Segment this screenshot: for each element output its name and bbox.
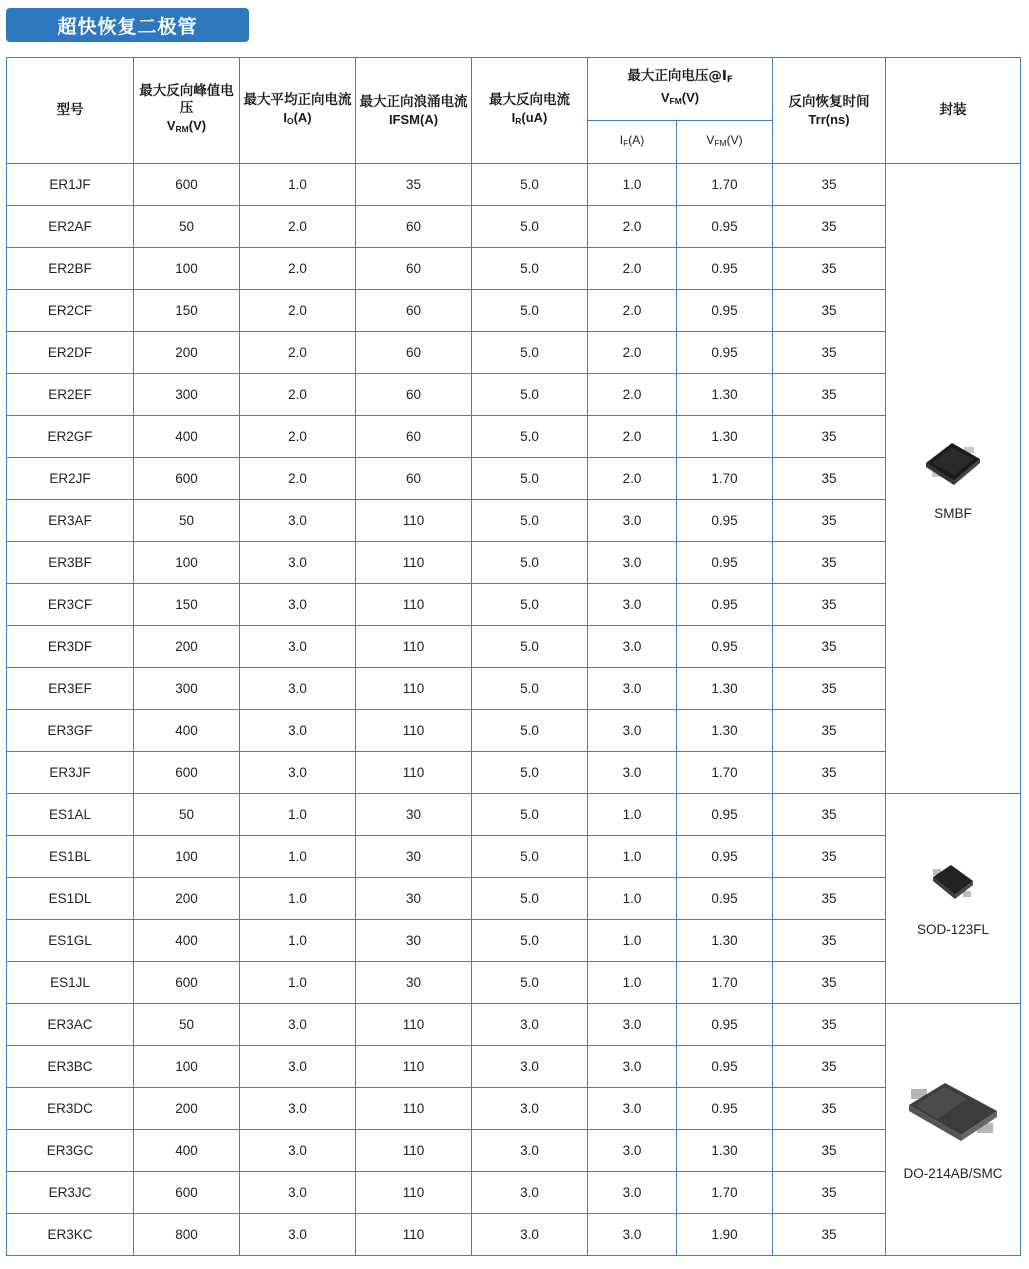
package-label: SOD-123FL — [916, 921, 990, 937]
cell-vfm: 1.70 — [677, 962, 773, 1004]
cell-io: 3.0 — [240, 1214, 356, 1256]
cell-ir: 3.0 — [472, 1004, 588, 1046]
cell-trr: 35 — [773, 248, 886, 290]
cell-ifsm: 60 — [356, 290, 472, 332]
cell-vfm: 1.30 — [677, 374, 773, 416]
cell-model: ES1GL — [7, 920, 134, 962]
package-cell — [886, 1004, 1021, 1256]
header-vfm-label: 最大正向电压$@I_F$ — [627, 68, 733, 85]
cell-vfm: 0.95 — [677, 584, 773, 626]
cell-ir: 5.0 — [472, 836, 588, 878]
cell-if: 2.0 — [588, 290, 677, 332]
table-row — [7, 458, 1021, 500]
cell-model: ES1DL — [7, 878, 134, 920]
cell-io: 3.0 — [240, 500, 356, 542]
table-row — [7, 248, 1021, 290]
cell-ifsm: 110 — [356, 1130, 472, 1172]
cell-vrm: 200 — [134, 1088, 240, 1130]
cell-vfm: 0.95 — [677, 290, 773, 332]
cell-ir: 5.0 — [472, 710, 588, 752]
table-row — [7, 416, 1021, 458]
cell-model: ER2JF — [7, 458, 134, 500]
cell-ir: 3.0 — [472, 1130, 588, 1172]
table-row — [7, 164, 1021, 206]
header-ifsm-label: 最大正向浪涌电流 — [359, 93, 468, 110]
cell-io: 1.0 — [240, 920, 356, 962]
table-row — [7, 1088, 1021, 1130]
cell-if: 3.0 — [588, 1004, 677, 1046]
cell-if: 3.0 — [588, 1046, 677, 1088]
cell-if: 3.0 — [588, 752, 677, 794]
header-package: 封装 — [886, 58, 1021, 164]
cell-vrm: 400 — [134, 1130, 240, 1172]
cell-ir: 5.0 — [472, 500, 588, 542]
cell-vrm: 50 — [134, 500, 240, 542]
header-vfm-value: $V_{FM}(V)$ — [677, 121, 773, 164]
cell-ir: 5.0 — [472, 794, 588, 836]
table-row — [7, 752, 1021, 794]
cell-ifsm: 60 — [356, 332, 472, 374]
cell-io: 2.0 — [240, 374, 356, 416]
cell-io: 3.0 — [240, 1172, 356, 1214]
cell-io: 3.0 — [240, 584, 356, 626]
cell-vfm: 0.95 — [677, 332, 773, 374]
cell-model: ER2DF — [7, 332, 134, 374]
cell-trr: 35 — [773, 542, 886, 584]
cell-ir: 5.0 — [472, 332, 588, 374]
cell-if: 3.0 — [588, 1172, 677, 1214]
table-header — [7, 58, 1021, 164]
table-row — [7, 1172, 1021, 1214]
cell-io: 3.0 — [240, 668, 356, 710]
table-row — [7, 1004, 1021, 1046]
cell-ifsm: 60 — [356, 206, 472, 248]
table-row — [7, 1214, 1021, 1256]
cell-model: ER1JF — [7, 164, 134, 206]
cell-model: ER3AF — [7, 500, 134, 542]
cell-ir: 5.0 — [472, 878, 588, 920]
cell-model: ER2BF — [7, 248, 134, 290]
cell-trr: 35 — [773, 710, 886, 752]
cell-ir: 5.0 — [472, 206, 588, 248]
cell-vfm: 0.95 — [677, 248, 773, 290]
cell-vrm: 100 — [134, 1046, 240, 1088]
cell-io: 3.0 — [240, 1130, 356, 1172]
cell-trr: 35 — [773, 332, 886, 374]
cell-ifsm: 110 — [356, 1004, 472, 1046]
cell-ifsm: 30 — [356, 920, 472, 962]
header-io — [240, 58, 356, 164]
cell-vrm: 300 — [134, 374, 240, 416]
cell-model: ER3JF — [7, 752, 134, 794]
cell-ifsm: 60 — [356, 374, 472, 416]
cell-vfm: 0.95 — [677, 206, 773, 248]
cell-vfm: 1.30 — [677, 1130, 773, 1172]
table-row — [7, 836, 1021, 878]
cell-model: ER2AF — [7, 206, 134, 248]
cell-model: ER3DF — [7, 626, 134, 668]
cell-model: ER3CF — [7, 584, 134, 626]
cell-model: ER3KC — [7, 1214, 134, 1256]
header-model: 型号 — [7, 58, 134, 164]
table-row — [7, 374, 1021, 416]
header-trr — [773, 58, 886, 164]
cell-vfm: 0.95 — [677, 1088, 773, 1130]
cell-ifsm: 110 — [356, 668, 472, 710]
cell-vfm: 0.95 — [677, 836, 773, 878]
cell-ir: 5.0 — [472, 374, 588, 416]
cell-ifsm: 30 — [356, 962, 472, 1004]
cell-ifsm: 35 — [356, 164, 472, 206]
cell-trr: 35 — [773, 668, 886, 710]
cell-io: 2.0 — [240, 290, 356, 332]
cell-io: 3.0 — [240, 1046, 356, 1088]
cell-if: 3.0 — [588, 710, 677, 752]
cell-vfm: 1.70 — [677, 752, 773, 794]
cell-ir: 5.0 — [472, 668, 588, 710]
header-ifsm-symbol: IFSM(A) — [388, 111, 439, 127]
cell-vrm: 400 — [134, 920, 240, 962]
cell-ir: 5.0 — [472, 752, 588, 794]
cell-io: 3.0 — [240, 710, 356, 752]
cell-ir: 3.0 — [472, 1046, 588, 1088]
smbf-package-icon — [922, 437, 984, 492]
cell-ifsm: 110 — [356, 584, 472, 626]
cell-if: 2.0 — [588, 458, 677, 500]
cell-ir: 3.0 — [472, 1088, 588, 1130]
cell-if: 1.0 — [588, 962, 677, 1004]
cell-model: ES1BL — [7, 836, 134, 878]
cell-vrm: 150 — [134, 290, 240, 332]
cell-ifsm: 30 — [356, 836, 472, 878]
header-vfm-symbol: $V_{FM}(V)$ — [660, 90, 700, 106]
cell-ifsm: 110 — [356, 1172, 472, 1214]
cell-model: ER3AC — [7, 1004, 134, 1046]
cell-if: 1.0 — [588, 794, 677, 836]
cell-ifsm: 110 — [356, 542, 472, 584]
cell-vrm: 50 — [134, 794, 240, 836]
cell-vrm: 150 — [134, 584, 240, 626]
table-row — [7, 1130, 1021, 1172]
table-body — [7, 164, 1021, 1256]
table-row — [7, 668, 1021, 710]
cell-ifsm: 110 — [356, 500, 472, 542]
cell-io: 3.0 — [240, 752, 356, 794]
cell-vrm: 100 — [134, 542, 240, 584]
cell-trr: 35 — [773, 164, 886, 206]
cell-trr: 35 — [773, 290, 886, 332]
cell-trr: 35 — [773, 206, 886, 248]
section-title: 超快恢复二极管 — [6, 8, 249, 42]
package-label: SMBF — [934, 505, 972, 521]
header-ir-label: 最大反向电流 — [489, 91, 570, 108]
cell-ifsm: 60 — [356, 416, 472, 458]
cell-trr: 35 — [773, 500, 886, 542]
cell-vrm: 600 — [134, 962, 240, 1004]
cell-model: ES1AL — [7, 794, 134, 836]
cell-trr: 35 — [773, 626, 886, 668]
cell-model: ER3JC — [7, 1172, 134, 1214]
cell-vrm: 300 — [134, 668, 240, 710]
cell-vrm: 600 — [134, 164, 240, 206]
header-trr-label: 反向恢复时间 — [788, 93, 870, 110]
cell-if: 3.0 — [588, 668, 677, 710]
cell-vfm: 1.30 — [677, 710, 773, 752]
cell-vfm: 0.95 — [677, 500, 773, 542]
cell-trr: 35 — [773, 962, 886, 1004]
table-row — [7, 584, 1021, 626]
cell-if: 2.0 — [588, 374, 677, 416]
cell-ifsm: 110 — [356, 710, 472, 752]
cell-ir: 5.0 — [472, 962, 588, 1004]
header-ir-symbol: $I_R(uA)$ — [511, 109, 548, 126]
cell-io: 3.0 — [240, 542, 356, 584]
table-row — [7, 962, 1021, 1004]
cell-if: 3.0 — [588, 542, 677, 584]
cell-model: ER2CF — [7, 290, 134, 332]
cell-trr: 35 — [773, 920, 886, 962]
cell-trr: 35 — [773, 374, 886, 416]
cell-vfm: 0.95 — [677, 542, 773, 584]
cell-model: ER3GF — [7, 710, 134, 752]
cell-io: 3.0 — [240, 1004, 356, 1046]
table-row — [7, 500, 1021, 542]
cell-if: 2.0 — [588, 248, 677, 290]
table-row — [7, 332, 1021, 374]
cell-trr: 35 — [773, 416, 886, 458]
cell-model: ER3GC — [7, 1130, 134, 1172]
cell-ifsm: 30 — [356, 878, 472, 920]
cell-vrm: 200 — [134, 878, 240, 920]
cell-io: 1.0 — [240, 164, 356, 206]
cell-model: ER2GF — [7, 416, 134, 458]
cell-vrm: 600 — [134, 752, 240, 794]
cell-ifsm: 30 — [356, 794, 472, 836]
header-vrm-symbol: $V_{RM}(V)$ — [166, 118, 207, 134]
cell-trr: 35 — [773, 1130, 886, 1172]
diode-spec-table — [6, 57, 1021, 1256]
cell-vrm: 50 — [134, 206, 240, 248]
cell-if: 1.0 — [588, 164, 677, 206]
cell-vfm: 1.30 — [677, 920, 773, 962]
header-trr-symbol: Trr(ns) — [808, 111, 850, 127]
cell-trr: 35 — [773, 584, 886, 626]
cell-if: 1.0 — [588, 920, 677, 962]
cell-trr: 35 — [773, 1172, 886, 1214]
cell-io: 3.0 — [240, 626, 356, 668]
cell-vrm: 200 — [134, 626, 240, 668]
cell-ir: 5.0 — [472, 416, 588, 458]
cell-trr: 35 — [773, 1046, 886, 1088]
cell-if: 3.0 — [588, 1130, 677, 1172]
cell-vrm: 600 — [134, 458, 240, 500]
package-cell — [886, 164, 1021, 794]
cell-vfm: 1.70 — [677, 458, 773, 500]
cell-ir: 3.0 — [472, 1214, 588, 1256]
cell-ir: 5.0 — [472, 626, 588, 668]
table-row — [7, 710, 1021, 752]
cell-trr: 35 — [773, 1004, 886, 1046]
header-io-label: 最大平均正向电流 — [243, 91, 352, 108]
cell-vfm: 0.95 — [677, 1046, 773, 1088]
cell-vfm: 1.90 — [677, 1214, 773, 1256]
table-row — [7, 542, 1021, 584]
cell-model: ER3BC — [7, 1046, 134, 1088]
cell-ir: 5.0 — [472, 290, 588, 332]
cell-trr: 35 — [773, 1214, 886, 1256]
cell-vrm: 600 — [134, 1172, 240, 1214]
cell-vrm: 400 — [134, 416, 240, 458]
cell-vrm: 200 — [134, 332, 240, 374]
table-row — [7, 920, 1021, 962]
cell-ir: 5.0 — [472, 920, 588, 962]
cell-vfm: 0.95 — [677, 878, 773, 920]
cell-trr: 35 — [773, 878, 886, 920]
cell-if: 1.0 — [588, 836, 677, 878]
cell-ir: 5.0 — [472, 458, 588, 500]
cell-vfm: 1.30 — [677, 668, 773, 710]
cell-model: ER3BF — [7, 542, 134, 584]
cell-io: 2.0 — [240, 332, 356, 374]
cell-io: 1.0 — [240, 836, 356, 878]
cell-if: 3.0 — [588, 626, 677, 668]
cell-model: ES1JL — [7, 962, 134, 1004]
cell-model: ER3EF — [7, 668, 134, 710]
cell-trr: 35 — [773, 458, 886, 500]
smc-package-icon — [907, 1079, 999, 1152]
cell-if: 2.0 — [588, 416, 677, 458]
cell-vrm: 800 — [134, 1214, 240, 1256]
table-row — [7, 878, 1021, 920]
cell-ifsm: 60 — [356, 248, 472, 290]
cell-ifsm: 110 — [356, 1214, 472, 1256]
cell-model: ER3DC — [7, 1088, 134, 1130]
cell-vfm: 0.95 — [677, 626, 773, 668]
cell-trr: 35 — [773, 794, 886, 836]
cell-vrm: 400 — [134, 710, 240, 752]
cell-vfm: 1.70 — [677, 164, 773, 206]
cell-vrm: 50 — [134, 1004, 240, 1046]
table-row — [7, 290, 1021, 332]
cell-io: 2.0 — [240, 248, 356, 290]
cell-model: ER2EF — [7, 374, 134, 416]
cell-vfm: 0.95 — [677, 1004, 773, 1046]
header-ir — [472, 58, 588, 164]
cell-ir: 3.0 — [472, 1172, 588, 1214]
cell-ifsm: 60 — [356, 458, 472, 500]
cell-ifsm: 110 — [356, 1088, 472, 1130]
cell-io: 2.0 — [240, 416, 356, 458]
table-row — [7, 206, 1021, 248]
cell-if: 2.0 — [588, 206, 677, 248]
cell-ifsm: 110 — [356, 1046, 472, 1088]
cell-io: 2.0 — [240, 206, 356, 248]
cell-ir: 5.0 — [472, 248, 588, 290]
cell-ir: 5.0 — [472, 164, 588, 206]
cell-trr: 35 — [773, 1088, 886, 1130]
cell-vfm: 0.95 — [677, 794, 773, 836]
cell-if: 3.0 — [588, 500, 677, 542]
cell-io: 1.0 — [240, 962, 356, 1004]
cell-vrm: 100 — [134, 836, 240, 878]
cell-if: 3.0 — [588, 584, 677, 626]
header-io-symbol: $I_O(A)$ — [283, 109, 312, 126]
header-ifsm — [356, 58, 472, 164]
cell-ifsm: 110 — [356, 626, 472, 668]
cell-if: 3.0 — [588, 1214, 677, 1256]
cell-ir: 5.0 — [472, 542, 588, 584]
cell-io: 3.0 — [240, 1088, 356, 1130]
header-vfm — [588, 58, 773, 121]
cell-io: 1.0 — [240, 794, 356, 836]
cell-ifsm: 110 — [356, 752, 472, 794]
sod123fl-package-icon — [927, 861, 979, 908]
package-label: DO-214AB/SMC — [903, 1165, 1003, 1181]
table-row — [7, 1046, 1021, 1088]
cell-io: 1.0 — [240, 878, 356, 920]
cell-if: 1.0 — [588, 878, 677, 920]
cell-ir: 5.0 — [472, 584, 588, 626]
cell-trr: 35 — [773, 836, 886, 878]
header-if: $I_F(A)$ — [588, 121, 677, 164]
cell-io: 2.0 — [240, 458, 356, 500]
cell-trr: 35 — [773, 752, 886, 794]
cell-if: 2.0 — [588, 332, 677, 374]
header-vrm-label: 最大反向峰值电压 — [139, 83, 234, 116]
cell-vfm: 1.70 — [677, 1172, 773, 1214]
cell-vrm: 100 — [134, 248, 240, 290]
cell-vfm: 1.30 — [677, 416, 773, 458]
cell-if: 3.0 — [588, 1088, 677, 1130]
package-cell — [886, 794, 1021, 1004]
header-vrm — [134, 58, 240, 164]
table-row — [7, 626, 1021, 668]
table-row — [7, 794, 1021, 836]
